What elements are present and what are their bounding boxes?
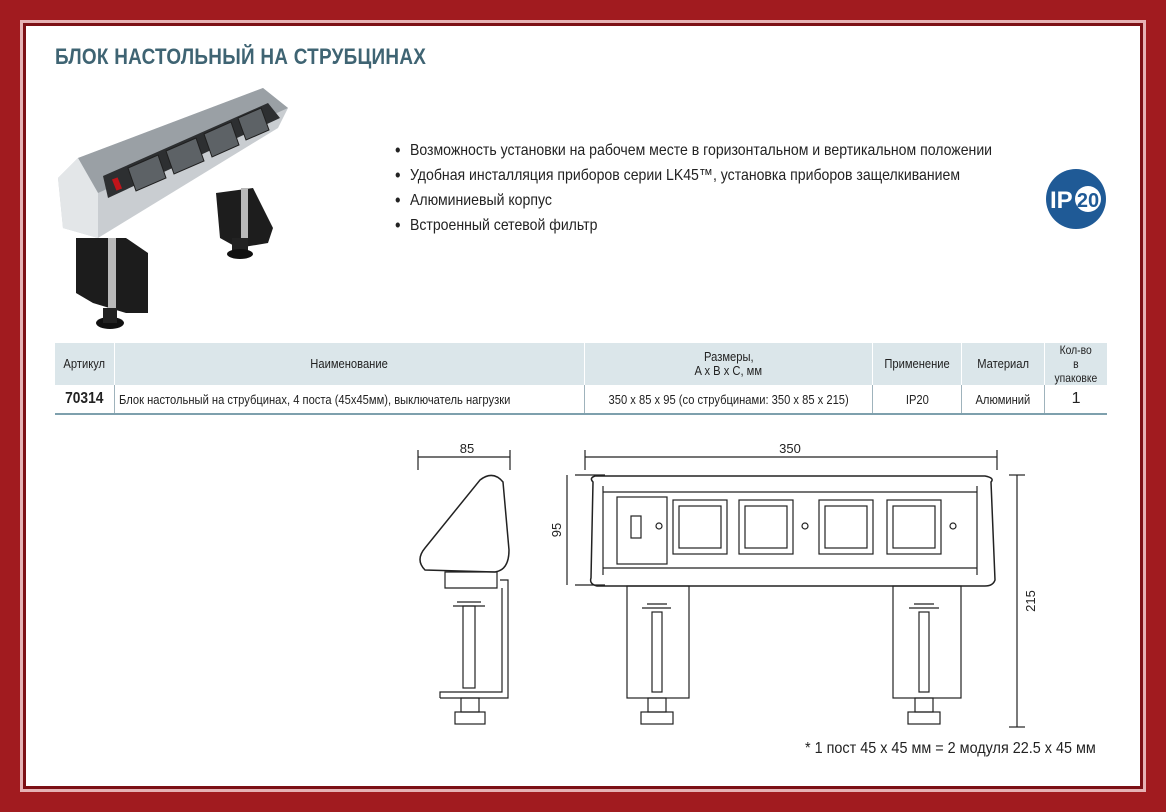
- front-view: [567, 450, 1025, 727]
- ip-badge-prefix: IP: [1050, 187, 1073, 214]
- dim-height: 95: [549, 522, 564, 538]
- dim-total-height: 215: [1023, 590, 1038, 612]
- cell-size: 350 x 85 x 95 (со струбцинами: 350 x 85 x 215): [584, 385, 872, 414]
- feature-item: • Возможность установки на рабочем месте в горизонтальном и вертикальном положении: [395, 138, 992, 163]
- header-article: Артикул: [55, 343, 115, 385]
- page-title: БЛОК НАСТОЛЬНЫЙ НА СТРУБЦИНАХ: [55, 44, 427, 69]
- feature-item: • Удобная инсталляция приборов серии LK45™, установка приборов защелкиванием: [395, 163, 992, 188]
- cell-qty: 1: [1045, 385, 1107, 414]
- feature-item: • Алюминиевый корпус: [395, 188, 992, 213]
- feature-item: • Встроенный сетевой фильтр: [395, 213, 992, 238]
- cell-name: Блок настольный на струбцинах, 4 поста (45x45мм), выключатель нагрузки: [115, 385, 585, 414]
- side-view: [418, 450, 510, 724]
- header-use: Применение: [873, 343, 962, 385]
- dim-side-width: 85: [459, 441, 475, 456]
- product-photo: [48, 88, 318, 338]
- technical-drawing: [405, 430, 1045, 740]
- cell-article: 70314: [55, 385, 115, 414]
- cell-use: IP20: [873, 385, 962, 414]
- table-header-row: [55, 343, 1107, 385]
- ip20-badge: [1045, 168, 1107, 230]
- feature-list: [395, 138, 1073, 238]
- header-name: Наименование: [115, 343, 585, 385]
- dim-length: 350: [779, 441, 801, 456]
- cell-material: Алюминий: [962, 385, 1045, 414]
- spec-table: [55, 343, 1107, 415]
- header-qty: Кол-во в упаковке: [1045, 343, 1107, 385]
- footnote: * 1 пост 45 x 45 мм = 2 модуля 22.5 x 45 мм: [805, 740, 1096, 757]
- header-size: Размеры, A x B x C, мм: [584, 343, 872, 385]
- table-row: [55, 385, 1107, 414]
- ip-badge-number: 20: [1076, 190, 1100, 212]
- header-material: Материал: [962, 343, 1045, 385]
